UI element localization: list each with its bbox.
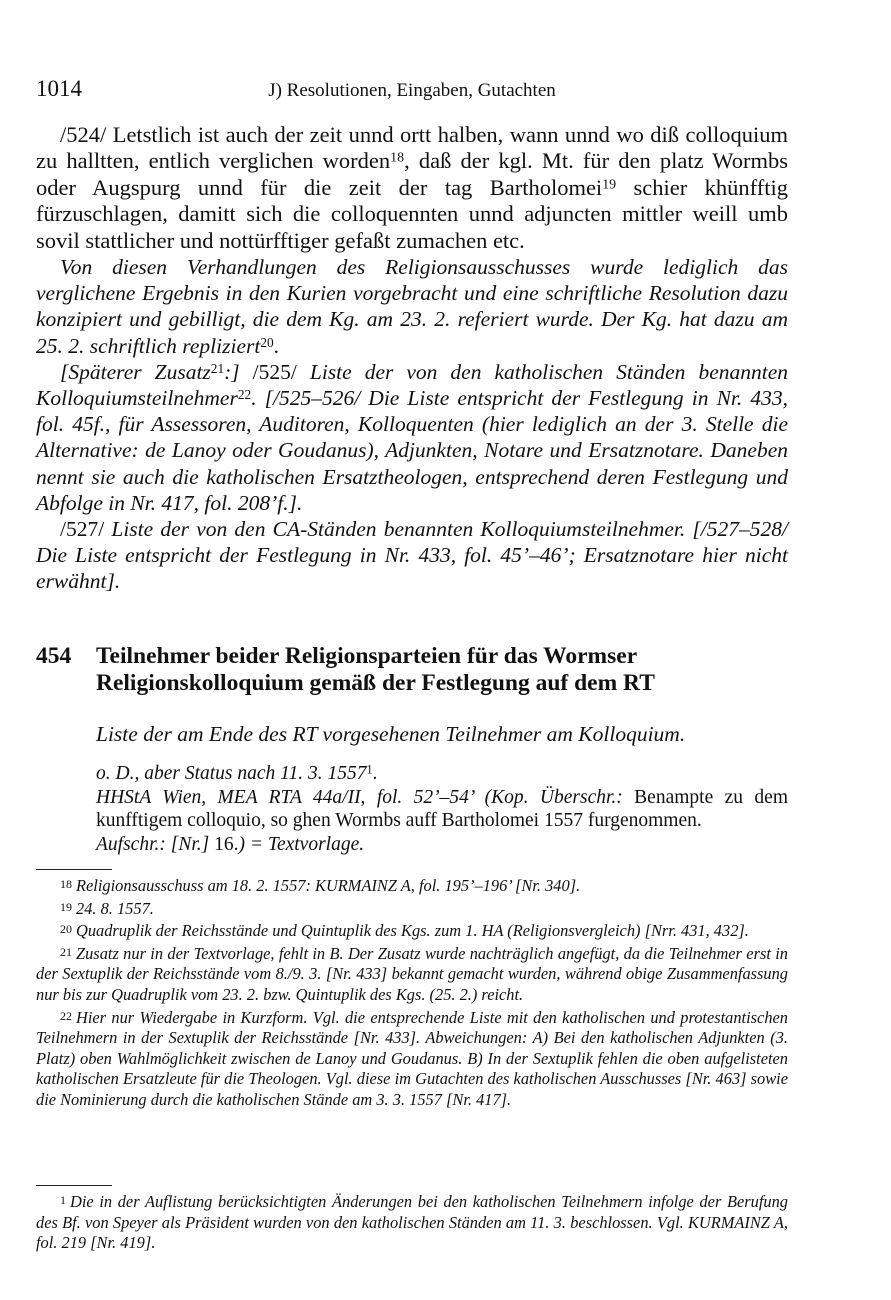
footnote-21: [36, 942, 788, 1006]
aufschr-b: 16.: [209, 833, 239, 855]
footnote-text: Die in der Auflistung berücksichtigten Änderungen bei den katholischen Teilnehmern infolge der Berufung des Bf. von Speyer als Präsident wurden von den katholischen Ständen am 11. 3. beschlossen. Vgl. KURMAINZ A, fol. 219 [Nr. 419].: [36, 1192, 788, 1253]
p2-text: Von diesen Verhandlungen des Religionsausschusses wurde lediglich das verglichene Ergebnis in den Kurien vorgebracht und eine schriftliche Resolution dazu konzipiert und gebilligt, die dem Kg. am 23. 2. referiert wurde. Der Kg. hat dazu am 25. 2. schriftlich repliziert: [36, 255, 788, 358]
running-title: J) Resolutionen, Eingaben, Gutachten: [268, 80, 556, 101]
footnote-mark: 20: [60, 922, 72, 937]
footnote-1: [36, 1190, 788, 1254]
p3-text-b: :]: [224, 359, 253, 384]
p1-text-b: , daß der kgl. Mt. für den platz Wormbs oder Augspurg unnd für die zeit der tag Bartholomei: [36, 148, 788, 200]
footnote-mark: 22: [60, 1008, 72, 1023]
footnote-ref-1: 1: [366, 762, 373, 777]
footnote-18: [36, 874, 788, 897]
source-line: [96, 786, 788, 833]
paragraph-525: [36, 359, 788, 516]
aufschrift-line: [96, 833, 788, 857]
footnote-mark: 19: [60, 899, 72, 914]
section-number: 454: [36, 643, 72, 669]
footnote-text: Religionsausschuss am 18. 2. 1557: KURMAINZ A, fol. 195’–196’ [Nr. 340].: [76, 876, 581, 895]
footnote-ref-20: 20: [260, 334, 274, 350]
paragraph-524: [36, 122, 788, 254]
footnote-text: Quadruplik der Reichsstände und Quintuplik des Kgs. zum 1. HA (Religionsvergleich) [Nrr. 431, 432].: [76, 921, 749, 941]
p3-text-a: [Späterer Zusatz: [60, 359, 211, 384]
section-title: Teilnehmer beider Religionsparteien für das Wormser Religionskolloquium gemäß der Festlegung auf dem RT: [96, 643, 655, 696]
footnote-text: Zusatz nur in der Textvorlage, fehlt in B. Der Zusatz wurde nachträglich angefügt, da die Teilnehmer erst in der Sextuplik der Reichsstände vom 8./9. 3. [Nr. 433] bekannt gemacht wurden, während obige Zusammenfassung nur bis zur Quadruplik vom 23. 2. bzw. Quintuplik des Kgs. (25. 2.) reicht.: [36, 943, 788, 1004]
footnote-19: [36, 897, 788, 920]
footnote-text: 24. 8. 1557.: [76, 898, 154, 918]
p1-text-c: schier khünfftig fürzuschlagen, damitt sich die colloquennten unnd adjuncten mittler weill umb sovil stattlicher und nottürfftiger gefaßt zumachen etc.: [36, 174, 788, 253]
footnote-22: [36, 1006, 788, 1111]
footnote-mark: 1: [60, 1193, 66, 1207]
p4-text: Liste der von den CA-Ständen benannten Kolloquiumsteilnehmer. [/527–528/ Die Liste entspricht der Festlegung in Nr. 433, fol. 45’–46’; Ersatznotare hier nicht erwähnt].: [36, 517, 788, 594]
aufschr-a: Aufschr.: [Nr.]: [96, 833, 210, 855]
p3-text-d: Liste der von den katholischen Ständen benannten Kolloquiumsteilnehmer: [36, 359, 788, 411]
footnote-rule: [36, 869, 112, 870]
date-end: .: [372, 763, 378, 784]
footnote-20: [36, 919, 788, 942]
section-summary: Liste der am Ende des RT vorgesehenen Teilnehmer am Kolloquium.: [96, 722, 686, 746]
footnote-mark: 21: [60, 944, 72, 959]
section-footnotes: [36, 1190, 788, 1254]
running-header: [36, 76, 788, 106]
source-italic: HHStA Wien, MEA RTA 44a/II, fol. 52’–54’ (Kop. Überschr.:: [96, 786, 623, 808]
main-text: [36, 122, 788, 595]
source-roman: Benampte zu dem kunfftigem colloquio, so ghen Wormbs auff Bartholomei 1557 furgenommen.: [96, 786, 788, 831]
section-footnote-rule: [36, 1185, 112, 1186]
footnote-ref-21: 21: [210, 360, 225, 376]
folio-marker-527: /527/: [60, 517, 105, 542]
footnote-mark: 18: [60, 877, 72, 891]
footnote-ref-19: 19: [602, 177, 617, 193]
footnote-text: Hier nur Wiedergabe in Kurzform. Vgl. die entsprechende Liste mit den katholischen und protestantischen Teilnehmern in der Sextuplik der Reichsstände [Nr. 433]. Abweichungen: A) Bei den katholischen Adjunkten (3. Platz) oben Wahlmöglichkeit zwischen de Lanoy und Goudanus. B) In der Sextuplik fehlen die oben aufgelisteten katholischen Ersatzleute für die Theologen. Vgl. diese im Gutachten des katholischen Ausschusses [Nr. 463] sowie die Nominierung durch die katholischen Stände am 3. 3. 1557 [Nr. 417].: [36, 1007, 788, 1109]
date-line: [96, 762, 788, 786]
date-text: o. D., aber Status nach 11. 3. 1557: [96, 763, 367, 784]
p1-text-a: /524/ Letstlich ist auch der zeit unnd ortt halben, wann unnd wo diß colloquium zu halltten, entlich verglichen worden: [36, 122, 788, 174]
p3-text-e: . [/525–526/ Die Liste entspricht der Festlegung in Nr. 433, fol. 45f., für Assessoren, Auditoren, Kolloquenten (hier lediglich an der 3. Stelle die Alternative: de Lanoy oder Goudanus), Adjunkten, Notare und Ersatznotare. Daneben nennt sie auch die katholischen Ersatztheologen, entsprechend deren Festlegung und Abfolge in Nr. 417, fol. 208’f.].: [36, 386, 788, 515]
p2-end: .: [273, 333, 280, 358]
folio-marker-525: /525/: [252, 359, 297, 384]
footnote-ref-22: 22: [237, 387, 252, 403]
source-block: [96, 762, 788, 856]
footnote-ref-18: 18: [390, 151, 405, 167]
page-number: 1014: [36, 76, 82, 101]
paragraph-summary-note: [36, 254, 788, 359]
footnotes: [36, 874, 788, 1111]
aufschr-c: ) = Textvorlage.: [238, 833, 365, 855]
paragraph-527: [36, 516, 788, 595]
